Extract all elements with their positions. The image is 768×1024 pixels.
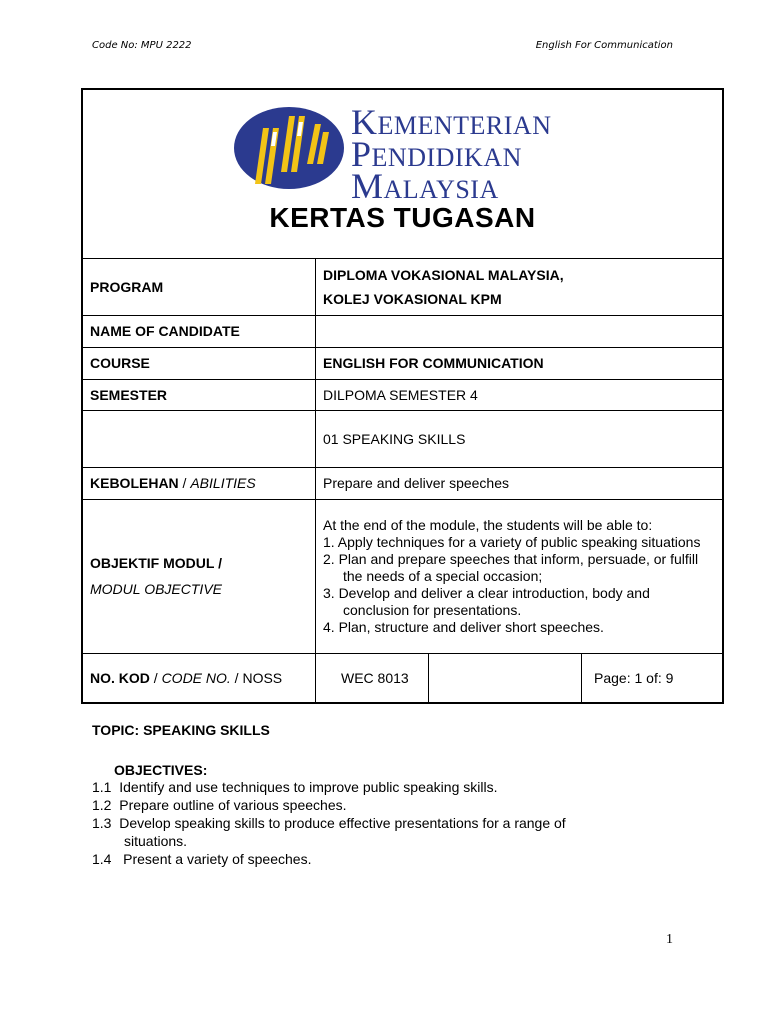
list-item: 1.3 Develop speaking skills to produce effective presentations for a range of (92, 815, 566, 831)
module-value: 01 SPEAKING SKILLS (316, 410, 723, 467)
assignment-info-table (83, 259, 722, 702)
document-title: KERTAS TUGASAN (269, 202, 536, 233)
table-row (83, 379, 722, 410)
semester-value: DILPOMA SEMESTER 4 (316, 379, 723, 410)
header-code: Code No: MPU 2222 (92, 40, 192, 51)
list-item: situations. (124, 833, 188, 849)
code-value: WEC 8013 (316, 654, 429, 702)
body-content (92, 722, 652, 868)
objective-list: At the end of the module, the students will be able to: 1. Apply techniques for a variety of public speaking situations 2. Plan and prepare speeches that inform, persuade, or fulfill the needs of a special occasion; 3. Develop and deliver a clear introduction, body and conclusion for presentations. 4. Plan, structure and deliver short speeches. (316, 499, 723, 653)
header-title: English For Communication (535, 40, 673, 51)
program-value: DIPLOMA VOKASIONAL MALAYSIA, KOLEJ VOKASIONAL KPM (316, 259, 723, 315)
page-info: Page: 1 of: 9 (594, 669, 674, 686)
table-row (83, 467, 722, 499)
ministry-logo-icon (233, 106, 345, 190)
code-blank (429, 654, 582, 702)
list-item: 1.1 Identify and use techniques to improve public speaking skills. (92, 779, 498, 795)
code-label: NO. KOD / CODE NO. / NOSS (83, 653, 316, 702)
table-row (83, 347, 722, 379)
code-cell (316, 653, 723, 702)
semester-label: SEMESTER (83, 379, 316, 410)
list-item: 3. Develop and deliver a clear introduction, body and conclusion for presentations. (323, 584, 650, 618)
list-item: 2. Plan and prepare speeches that inform, persuade, or fulfill the needs of a special occasion; (323, 550, 699, 584)
page-number: 1 (666, 932, 673, 947)
course-value: ENGLISH FOR COMMUNICATION (316, 347, 723, 379)
list-item: 1.2 Prepare outline of various speeches. (92, 797, 347, 813)
topic-heading: TOPIC: SPEAKING SKILLS (92, 722, 270, 738)
table-row (83, 653, 722, 702)
candidate-label: NAME OF CANDIDATE (83, 315, 316, 347)
candidate-value (316, 315, 723, 347)
abilities-label: KEBOLEHAN / ABILITIES (83, 467, 316, 499)
module-label (83, 410, 316, 467)
program-label: PROGRAM (83, 259, 316, 315)
list-item: 4. Plan, structure and deliver short speeches. (323, 618, 604, 635)
table-row (83, 259, 722, 315)
table-row (83, 410, 722, 467)
table-row (83, 315, 722, 347)
objectives-title: OBJECTIVES: (114, 762, 208, 778)
objective-label: OBJEKTIF MODUL / MODUL OBJECTIVE (83, 499, 316, 653)
ministry-name: KEMENTERIAN PENDIDIKAN MALAYSIA (351, 102, 552, 206)
list-item: 1. Apply techniques for a variety of public speaking situations (323, 533, 701, 550)
assignment-frame (81, 88, 724, 704)
abilities-value: Prepare and deliver speeches (316, 467, 723, 499)
objectives-list (92, 778, 652, 868)
table-row (83, 499, 722, 653)
course-label: COURSE (83, 347, 316, 379)
logo-area (83, 90, 722, 259)
list-item: 1.4 Present a variety of speeches. (92, 851, 312, 867)
